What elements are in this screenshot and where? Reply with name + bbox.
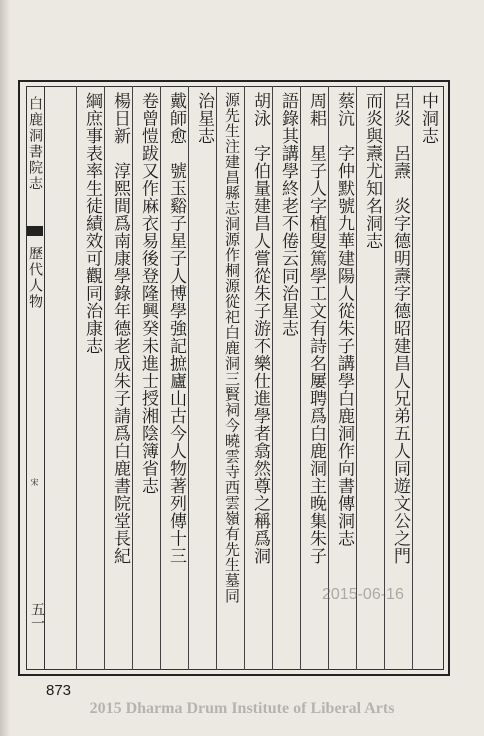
banxin-page-number: 五一 — [29, 602, 45, 630]
text-column-9: 治星志 — [194, 92, 214, 145]
banxin-section: 歷代人物 — [27, 246, 43, 310]
text-column-3: 而炎與燾尤知名洞志 — [362, 92, 382, 250]
text-column-4: 蔡沆 字仲默號九華建陽人從朱子講學白鹿洞作向書傳洞志 — [334, 92, 354, 547]
text-column-1: 中洞志 — [418, 92, 438, 145]
text-column-2: 呂炎 呂燾 炎字德明燾字德昭建昌人兄弟五人同遊文公之門 — [390, 92, 410, 565]
date-stamp: 2015-06-16 — [322, 586, 404, 603]
text-column-8: 源先生注建昌縣志洞源作桐源從祀白鹿洞三賢祠今曉雲寺西雲嶺有先生墓同 — [223, 92, 241, 604]
banxin-dynasty: 宋 — [30, 478, 39, 486]
binding-shadow — [0, 0, 10, 736]
center-margin — [26, 86, 45, 670]
watermark: 2015 Dharma Drum Institute of Liberal Arts — [89, 700, 395, 717]
banxin-title: 白鹿洞書院志 — [27, 96, 43, 192]
column-rule — [76, 86, 77, 670]
text-column-12: 楊日新 淳熙間爲南康學錄年德老成朱子請爲白鹿書院堂長紀 — [110, 92, 130, 565]
text-column-11: 卷曾愷跋又作麻衣易後登隆興癸未進士授湘陰簿省志 — [138, 92, 158, 495]
text-column-5: 周耜 星子人字植叟篤學工文有詩名屢聘爲白鹿洞主晚集朱子 — [306, 92, 326, 565]
page-number: 873 — [46, 682, 72, 699]
text-column-7: 胡泳 字伯量建昌人嘗從朱子游不樂仕進學者翕然尊之稱爲洞 — [250, 92, 270, 565]
text-column-6: 語錄其講學終老不倦云同治星志 — [278, 92, 298, 337]
text-column-10: 戴師愈 號玉谿子星子人博學強記摭廬山古今人物著列傳十三 — [166, 92, 186, 565]
text-column-13: 綱庶事表率生徒績效可觀同治康志 — [82, 92, 102, 355]
fish-tail-mark — [27, 226, 43, 236]
